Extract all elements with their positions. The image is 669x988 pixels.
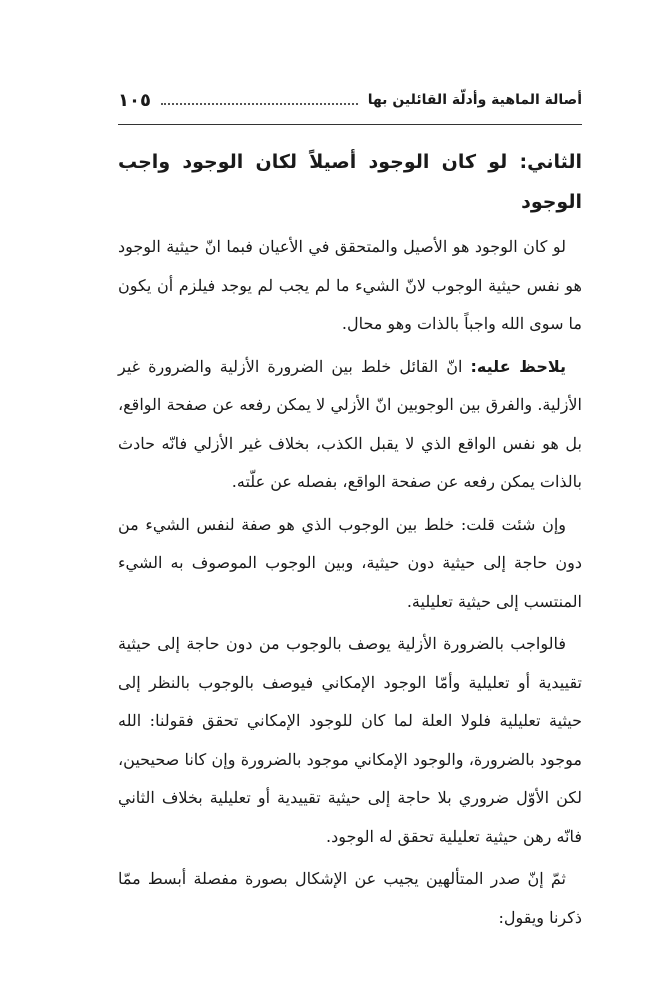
page-body (118, 142, 582, 941)
paragraph-2-text: انّ القائل خلط بين الضرورة الأزلية والضرورة غير الأزلية. والفرق بين الوجوبين انّ الأزلي لا يمكن رفعه عن صفحة الواقع، بل هو نفس الواقع الذي لا يقبل الكذب، بخلاف غير الأزلي فانّه حادث بالذات يمكن رفعه عن صفحة الواقع، بفصله عن علّته. (118, 356, 582, 491)
paragraph-5 (118, 860, 582, 937)
section-heading: الثاني: لو كان الوجود أصيلاً لكان الوجود واجب الوجود (118, 151, 582, 213)
paragraph-5-text: ثمّ إنّ صدر المتألهين يجيب عن الإشكال بصورة مفصلة أبسط ممّا ذكرنا ويقول: (118, 869, 582, 927)
paragraph-4 (118, 625, 582, 856)
paragraph-1 (118, 228, 582, 344)
paragraph-4-text: فالواجب بالضرورة الأزلية يوصف بالوجوب من دون حاجة إلى حيثية تقييدية أو تعليلية وأمّا الوجود الإمكاني فيوصف بالوجوب بالنظر إلى حيثية تعليلية فلولا العلة لما كان للوجود الإمكاني تحقق فقولنا: الله موجود بالضرورة، والوجود الإمكاني موجود بالضرورة وإن كانا صحيحين، لكن الأوّل ضروري بلا حاجة إلى حيثية تقييدية أو تعليلية بخلاف الثاني فانّه رهن حيثية تعليلية تحقق له الوجود. (118, 634, 582, 846)
running-header-title: أصالة الماهية وأدلّة القائلين بها (367, 92, 582, 108)
paragraph-2-lead: يلاحظ عليه: (470, 356, 567, 376)
paragraph-2 (118, 348, 582, 502)
header-rule (118, 124, 582, 125)
running-header (118, 84, 582, 116)
paragraph-3-text: وإن شئت قلت: خلط بين الوجوب الذي هو صفة لنفس الشيء من دون حاجة إلى حيثية دون حيثية، وبين الوجوب الموصوف به الشيء المنتسب إلى حيثية تعليلية. (118, 514, 582, 611)
header-dot-leader (161, 103, 358, 105)
page-number: ١٠٥ (118, 89, 151, 111)
paragraph-3 (118, 506, 582, 622)
paragraph-1-text: لو كان الوجود هو الأصيل والمتحقق في الأعيان فبما انّ حيثية الوجود هو نفس حيثية الوجوب لانّ الشيء ما لم يجب لم يوجد فيلزم أن يكون ما سوى الله واجباً بالذات وهو محال. (118, 237, 582, 333)
